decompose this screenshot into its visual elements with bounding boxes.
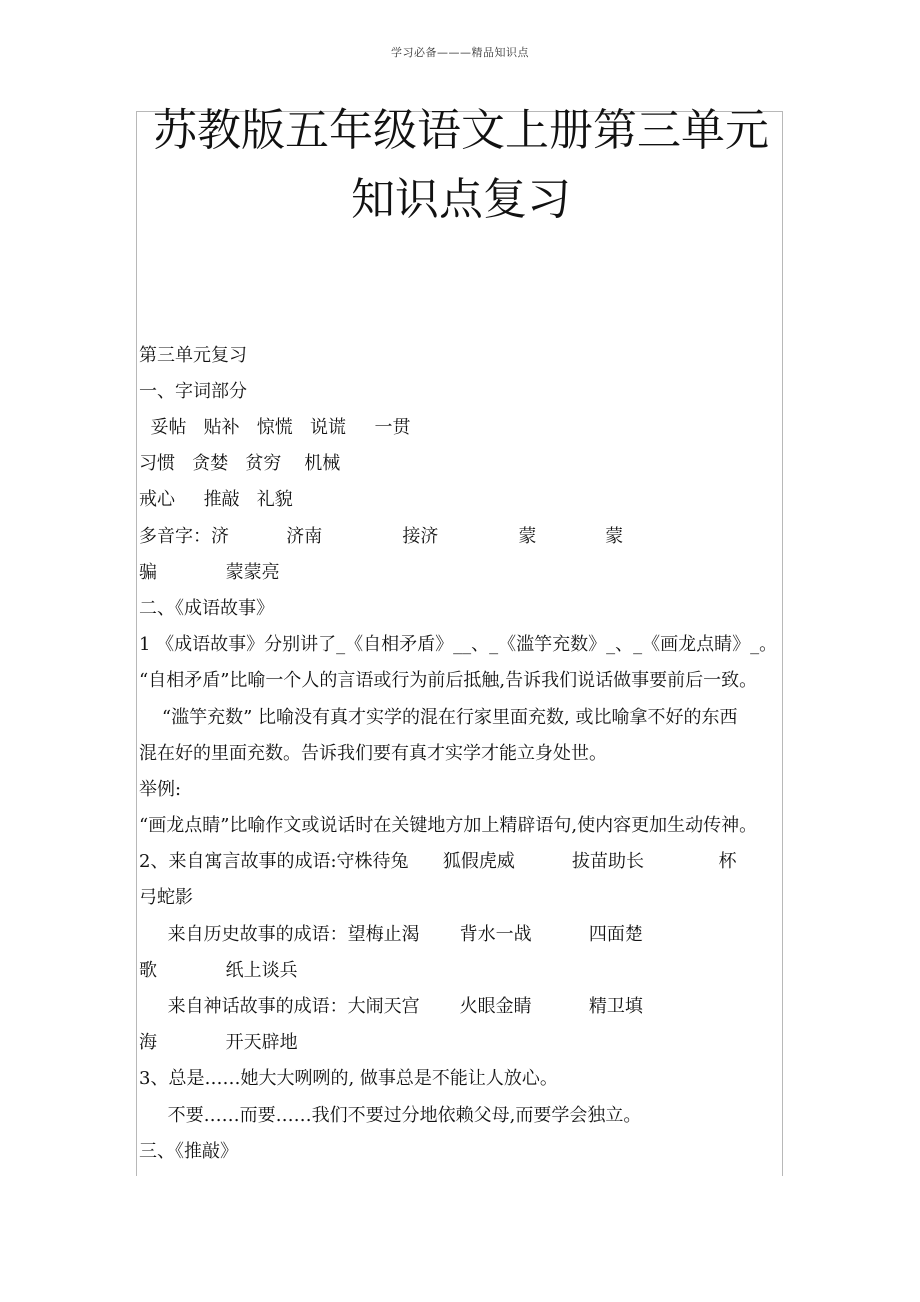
document-title: [140, 96, 782, 234]
page-header: 学习必备———精品知识点: [391, 46, 529, 59]
frame-left-border: [136, 111, 137, 1176]
section-heading-tuiqiao: 三、《推敲》: [139, 1141, 238, 1162]
title-line-1: 苏教版五年级语文上册第三单元: [153, 105, 769, 156]
section-heading-words: 一、字词部分: [139, 381, 247, 402]
paragraph-line: 混在好的里面充数。告诉我们要有真才实学才能立身处世。: [139, 743, 607, 764]
word-list-row: 习惯 贪婪 贫穷 机械: [139, 453, 341, 474]
idiom-list-row: 来自历史故事的成语：望梅止渴 背水一战 四面楚: [139, 924, 643, 945]
idiom-list-row: 2、来自寓言故事的成语:守株待兔 狐假虎威 拔苗助长 杯: [139, 851, 737, 872]
example-label: 举例:: [139, 779, 182, 800]
frame-right-border: [782, 111, 783, 1176]
paragraph-line: 3、总是……她大大咧咧的, 做事总是不能让人放心。: [139, 1068, 558, 1089]
paragraph-line: “画龙点睛”比喻作文或说话时在关键地方加上精辟语句,使内容更加生动传神。: [139, 815, 758, 836]
idiom-list-row: 海 开天辟地: [139, 1032, 298, 1053]
paragraph-line: “自相矛盾”比喻一个人的言语或行为前后抵触,告诉我们说话做事要前后一致。: [139, 670, 758, 691]
polyphone-row: 多音字：济 济南 接济 蒙 蒙: [139, 526, 624, 547]
title-line-2: 知识点复习: [351, 174, 571, 225]
polyphone-row: 骗 蒙蒙亮: [139, 562, 280, 583]
unit-heading: 第三单元复习: [139, 345, 247, 366]
paragraph-line: 不要……而要……我们不要过分地依赖父母,而要学会独立。: [139, 1105, 642, 1126]
idiom-list-row: 歌 纸上谈兵: [139, 960, 298, 981]
paragraph-line: 1 《成语故事》分别讲了_《自相矛盾》__、_《滥竽充数》_、_《画龙点睛》_。: [139, 634, 778, 655]
word-list-row: 戒心 推敲 礼貌: [139, 489, 293, 510]
word-list-row: 妥帖 贴补 惊慌 说谎 一贯: [139, 417, 411, 438]
idiom-list-row: 弓蛇影: [139, 887, 193, 908]
section-heading-idioms: 二、《成语故事》: [139, 598, 274, 619]
paragraph-line: “滥竽充数” 比喻没有真才实学的混在行家里面充数, 或比喻拿不好的东西: [139, 707, 738, 728]
idiom-list-row: 来自神话故事的成语：大闹天宫 火眼金睛 精卫填: [139, 996, 643, 1017]
